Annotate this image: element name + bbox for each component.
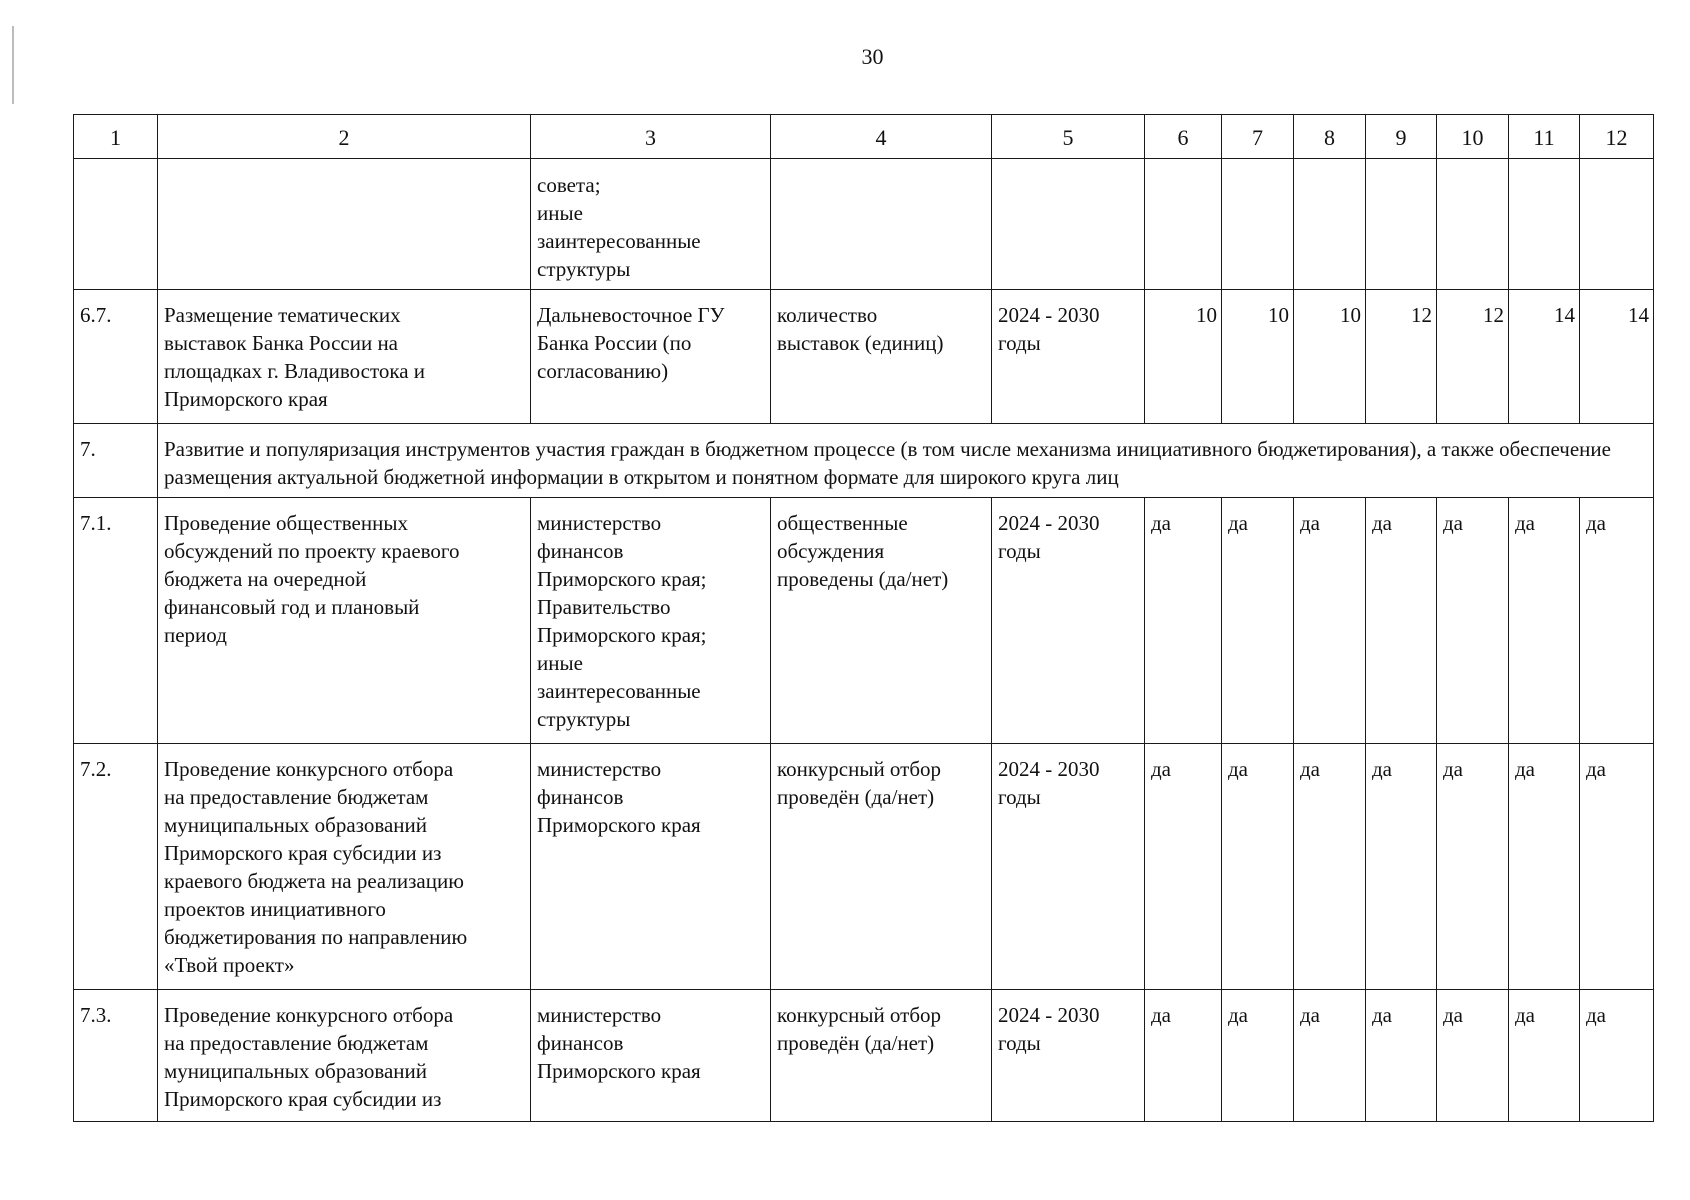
value-cell: да (1366, 990, 1437, 1122)
value-cell: да (1222, 990, 1294, 1122)
executor-cell: министерство финансов Приморского края; Правительство Приморского края; иные заинтересованные структуры (531, 498, 771, 744)
value-cell (1145, 159, 1222, 290)
value-cell: 14 (1580, 290, 1654, 424)
header-row (74, 115, 1654, 159)
value-cell: да (1580, 744, 1654, 990)
value-cell (1580, 159, 1654, 290)
header-cell: 3 (531, 115, 771, 159)
header-cell: 9 (1366, 115, 1437, 159)
value-cell: да (1145, 990, 1222, 1122)
period-cell: 2024 - 2030 годы (992, 990, 1145, 1122)
header-cell: 11 (1509, 115, 1580, 159)
value-cell: да (1437, 990, 1509, 1122)
indicator-cell: конкурсный отбор проведён (да/нет) (771, 744, 992, 990)
header-cell: 7 (1222, 115, 1294, 159)
section-title-cell: Развитие и популяризация инструментов участия граждан в бюджетном процессе (в том числе механизма инициативного бюджетирования), а также обеспечение размещения актуальной бюджетной информации в открытом и понятном формате для широкого круга лиц (158, 424, 1654, 498)
value-cell (1294, 159, 1366, 290)
value-cell: да (1580, 498, 1654, 744)
value-cell: да (1509, 990, 1580, 1122)
item-number-cell: 7.3. (74, 990, 158, 1122)
item-name-cell: Проведение конкурсного отбора на предоставление бюджетам муниципальных образований Приморского края субсидии из (158, 990, 531, 1122)
value-cell: 12 (1366, 290, 1437, 424)
period-cell: 2024 - 2030 годы (992, 290, 1145, 424)
table-row-6-7 (74, 290, 1654, 424)
value-cell (1366, 159, 1437, 290)
value-cell: да (1437, 498, 1509, 744)
executor-cell: министерство финансов Приморского края (531, 744, 771, 990)
value-cell (1437, 159, 1509, 290)
value-cell: да (1222, 744, 1294, 990)
header-cell: 8 (1294, 115, 1366, 159)
item-number-cell: 7.2. (74, 744, 158, 990)
header-cell: 2 (158, 115, 531, 159)
executor-cell: Дальневосточное ГУ Банка России (по согласованию) (531, 290, 771, 424)
value-cell: да (1294, 498, 1366, 744)
header-cell: 6 (1145, 115, 1222, 159)
value-cell: да (1509, 744, 1580, 990)
table-row-7-3 (74, 990, 1654, 1122)
value-cell (1222, 159, 1294, 290)
page-number: 30 (861, 44, 884, 69)
indicator-cell: количество выставок (единиц) (771, 290, 992, 424)
section-row-7 (74, 424, 1654, 498)
value-cell: да (1509, 498, 1580, 744)
table-row-continuation (74, 159, 1654, 290)
header-cell: 5 (992, 115, 1145, 159)
indicator-cell (771, 159, 992, 290)
executor-cell: министерство финансов Приморского края (531, 990, 771, 1122)
value-cell: да (1437, 744, 1509, 990)
item-number-cell: 6.7. (74, 290, 158, 424)
value-cell: 10 (1222, 290, 1294, 424)
value-cell (1509, 159, 1580, 290)
table-row-7-2 (74, 744, 1654, 990)
executor-cell: совета; иные заинтересованные структуры (531, 159, 771, 290)
item-number-cell: 7.1. (74, 498, 158, 744)
header-cell: 1 (74, 115, 158, 159)
item-name-cell: Проведение конкурсного отбора на предоставление бюджетам муниципальных образований Приморского края субсидии из краевого бюджета на реализацию проектов инициативного бюджетирования по направлению «Твой проект» (158, 744, 531, 990)
period-cell (992, 159, 1145, 290)
item-name-cell: Проведение общественных обсуждений по проекту краевого бюджета на очередной финансовый год и плановый период (158, 498, 531, 744)
value-cell: 10 (1294, 290, 1366, 424)
program-table (73, 114, 1654, 1122)
value-cell: 12 (1437, 290, 1509, 424)
value-cell: 14 (1509, 290, 1580, 424)
period-cell: 2024 - 2030 годы (992, 744, 1145, 990)
table-row-7-1 (74, 498, 1654, 744)
value-cell: да (1580, 990, 1654, 1122)
item-name-cell: Размещение тематических выставок Банка России на площадках г. Владивостока и Приморского края (158, 290, 531, 424)
value-cell: да (1294, 990, 1366, 1122)
indicator-cell: конкурсный отбор проведён (да/нет) (771, 990, 992, 1122)
value-cell: да (1145, 498, 1222, 744)
value-cell: да (1294, 744, 1366, 990)
value-cell: да (1366, 498, 1437, 744)
value-cell: да (1222, 498, 1294, 744)
value-cell: да (1145, 744, 1222, 990)
item-number-cell (74, 159, 158, 290)
header-cell: 10 (1437, 115, 1509, 159)
item-name-cell (158, 159, 531, 290)
value-cell: 10 (1145, 290, 1222, 424)
header-cell: 4 (771, 115, 992, 159)
value-cell: да (1366, 744, 1437, 990)
header-cell: 12 (1580, 115, 1654, 159)
section-number-cell: 7. (74, 424, 158, 498)
indicator-cell: общественные обсуждения проведены (да/нет) (771, 498, 992, 744)
period-cell: 2024 - 2030 годы (992, 498, 1145, 744)
